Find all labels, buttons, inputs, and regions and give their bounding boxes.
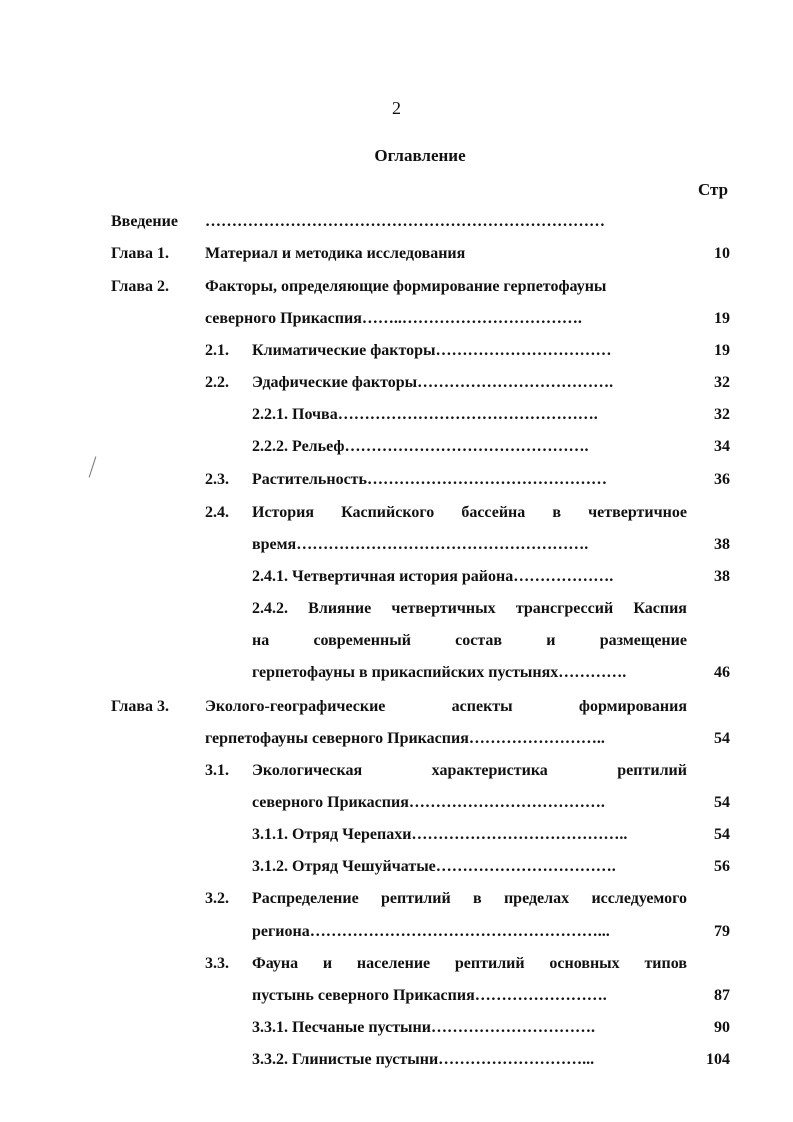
page-column-header: Стр [698,180,729,199]
toc-entry-word: четвертичных [391,600,496,617]
toc-entry [0,630,793,652]
toc-entry-text: герпетофауны северного Прикаспия…………………….. [205,730,605,747]
toc-entry-word: на [252,632,270,649]
toc-entry [0,824,793,846]
toc-entry [0,469,793,491]
toc-entry [0,728,793,750]
toc-entry [0,1049,793,1071]
toc-entry-word: Распределение [252,890,359,907]
toc-entry-word: бассейна [461,504,526,521]
toc-entry-word: Влияние [308,600,372,617]
toc-entry-label: 3.2. [205,890,229,907]
toc-entry-label: Введение [111,213,178,230]
toc-entry-page: 19 [714,310,730,327]
toc-entry [0,436,793,458]
toc-entry-text: герпетофауны в прикаспийских пустынях…………. [252,664,627,681]
toc-entry-word: Экологическая [252,762,363,779]
toc-entry [0,985,793,1007]
page-title: Оглавление [374,146,466,165]
toc-entry-word: размещение [599,632,687,649]
toc-entry-text: региона………………………………………………... [252,923,610,940]
toc-entry-page: 38 [714,536,730,553]
toc-entry-text: пустынь северного Прикаспия……………………. [252,987,607,1004]
toc-entry-page: 79 [714,923,730,940]
toc-entry [0,1017,793,1039]
toc-entry-text: 2.2.2. Рельеф………………………………………. [252,438,589,455]
toc-entry [0,340,793,362]
toc-entry [0,953,793,975]
toc-entry [0,760,793,782]
toc-entry-text: Эдафические факторы………………………………. [252,374,614,391]
toc-entry-text: северного Прикаспия……..……………………………. [205,310,582,327]
toc-entry-word: основных [549,955,620,972]
toc-entry-word: Каспийского [341,504,435,521]
toc-entry-text: северного Прикаспия………………………………. [252,794,605,811]
toc-entry-page: 46 [714,664,730,681]
toc-entry [0,921,793,943]
toc-entry-word: современный [313,632,411,649]
toc-entry-word: рептилий [617,762,687,779]
toc-entry-text [252,502,687,524]
toc-entry-word: в [473,890,482,907]
toc-entry-text: 3.1.2. Отряд Чешуйчатые……………………………. [252,858,616,875]
toc-entry [0,662,793,684]
toc-entry-label: Глава 3. [111,698,169,715]
toc-entry-text: 3.1.1. Отряд Черепахи………………………………….. [252,826,628,843]
toc-entry-page: 90 [714,1019,730,1036]
toc-entry-text [252,598,687,620]
toc-entry-label: 2.4. [205,504,229,521]
toc-entry-text: Материал и методика исследования [205,245,466,262]
toc-entry [0,792,793,814]
toc-entry [0,243,793,265]
toc-entry-text [252,760,687,782]
toc-entry-page: 10 [714,245,730,262]
toc-entry [0,404,793,426]
toc-entry-text: 2.2.1. Почва…………………………………………. [252,406,598,423]
toc-entry [0,856,793,878]
toc-entry-label: 2.1. [205,342,229,359]
toc-entry-word: 2.4.2. [252,600,288,617]
toc-entry-label: Глава 2. [111,278,169,295]
toc-entry-label: Глава 1. [111,245,169,262]
toc-entry-word: характеристика [431,762,548,779]
toc-entry-text: время………………………………………………. [252,536,589,553]
toc-entry-word: История [252,504,314,521]
toc-entry-page: 87 [714,987,730,1004]
toc-entry-text: Растительность……………………………………… [252,471,607,488]
toc-entry-page: 38 [714,568,730,585]
toc-entry [0,598,793,620]
toc-entry [0,888,793,910]
toc-entry-page: 56 [714,858,730,875]
toc-entry-word: аспекты [451,698,513,715]
toc-entry-label: 3.3. [205,955,229,972]
toc-entry-word: пределах [503,890,570,907]
toc-entry-text: 3.3.1. Песчаные пустыни…………………………. [252,1019,595,1036]
toc-entry-text: 3.3.2. Глинистые пустыни………………………... [252,1051,595,1068]
toc-entry-text [252,888,687,910]
toc-entry [0,276,793,298]
toc-entry-label: 2.2. [205,374,229,391]
toc-entry-page: 54 [714,826,730,843]
toc-entry [0,211,793,233]
toc-entry [0,502,793,524]
toc-entry-page: 104 [706,1051,730,1068]
toc-entry-text: ………………………………………………………………… [205,213,605,230]
toc-entry [0,696,793,718]
toc-entry-word: и [322,955,333,972]
toc-entry-word: четвертичное [588,504,687,521]
toc-entry-word: Эколого-географические [205,698,386,715]
toc-entry-word: исследуемого [591,890,687,907]
toc-entry-word: население [356,955,431,972]
toc-entry-text [252,630,687,652]
toc-entry-label: 3.1. [205,762,229,779]
toc-entry [0,566,793,588]
toc-entry-word: рептилий [454,955,525,972]
page-number: 2 [392,98,401,118]
toc-entry-word: формирования [578,698,687,715]
toc-entry-page: 34 [714,438,730,455]
toc-entry [0,534,793,556]
toc-entry-page: 54 [714,730,730,747]
toc-entry-word: трансгрессий [515,600,614,617]
toc-entry-word: Каспия [633,600,687,617]
toc-entry-text [205,696,687,718]
toc-entry-text: 2.4.1. Четвертичная история района………………. [252,568,614,585]
toc-entry [0,308,793,330]
toc-entry-word: рептилий [381,890,451,907]
toc-entry-page: 54 [714,794,730,811]
toc-entry-text: Факторы, определяющие формирование герпетофауны [205,278,607,295]
toc-entry-word: в [552,504,561,521]
toc-entry-page: 36 [714,471,730,488]
toc-entry-word: Фауна [252,955,299,972]
toc-entry-word: типов [644,955,687,972]
toc-entry-label: 2.3. [205,471,229,488]
toc-entry [0,372,793,394]
toc-entry-text: Климатические факторы…………………………… [252,342,612,359]
toc-entry-page: 32 [714,374,730,391]
toc-entry-text [252,953,687,975]
toc-entry-page: 19 [714,342,730,359]
toc-entry-word: состав [455,632,503,649]
toc-entry-page: 32 [714,406,730,423]
toc-entry-word: и [546,632,556,649]
